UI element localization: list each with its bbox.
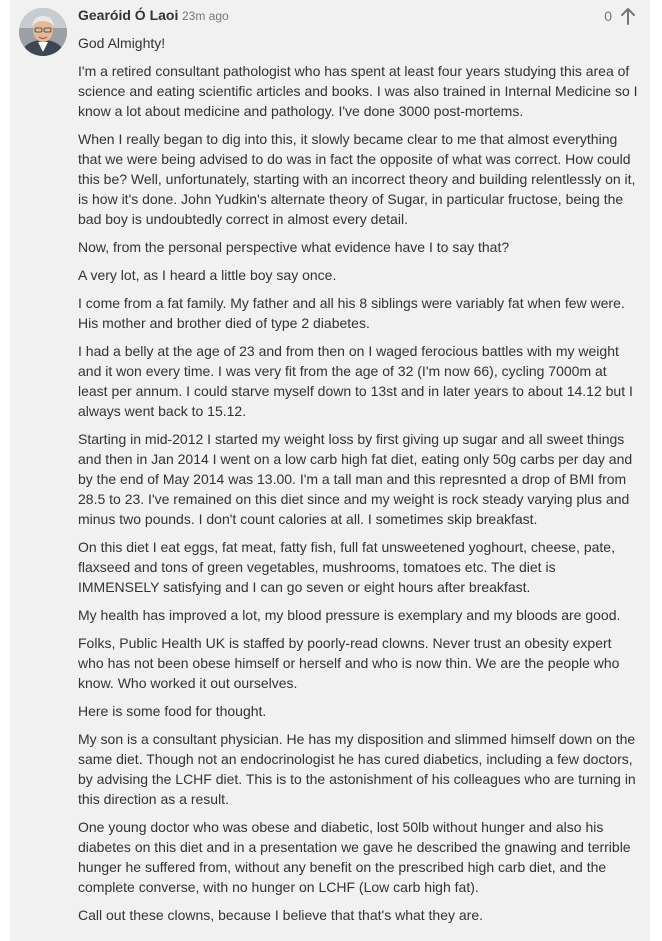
- vote-count: 0: [604, 8, 612, 24]
- comment-paragraph: On this diet I eat eggs, fat meat, fatty fish, full fat unsweetened yoghourt, cheese, pate, flaxseed and tons of green vegetables, mushrooms, tomatoes etc. The diet is IMMENSELY satisfying and I can go seven or eight hours after breakfast.: [78, 539, 615, 595]
- comment-paragraph: Call out these clowns, because I believe that that's what they are.: [78, 907, 484, 923]
- comment-paragraph: God Almighty!: [78, 35, 166, 51]
- timestamp: 23m ago: [182, 9, 229, 23]
- comment-paragraph: I'm a retired consultant pathologist who has spent at least four years studying this area of science and eating scientific articles and books. I was also trained in Internal Medicine so I know a lot about medicine and pathology. I've done 3000 post-mortems.: [78, 63, 638, 119]
- comment-paragraph: My health has improved a lot, my blood pressure is exemplary and my bloods are good.: [78, 607, 621, 623]
- comment-paragraph: My son is a consultant physician. He has my disposition and slimmed himself down on the same diet. Though not an endocrinologist he has cured diabetics, including a few doctors, by advising the LCHF diet. This is to the astonishment of his colleagues who are turning in this direction as a result.: [78, 731, 636, 807]
- comment-paragraph: Starting in mid-2012 I started my weight loss by first giving up sugar and all sweet things and then in Jan 2014 I went on a low carb high fat diet, eating only 50g carbs per day and by the end of May 2014 was 13.00. I'm a tall man and this represnted a drop of BMI from 28.5 to 23. I've remained on this diet since and my weight is rock steady varying plus and minus two pounds. I don't count calories at all. I sometimes skip breakfast.: [78, 431, 633, 527]
- author-name[interactable]: Gearóid Ó Laoi: [78, 7, 179, 23]
- comment-paragraph: I come from a fat family. My father and all his 8 siblings were variably fat when few were. His mother and brother died of type 2 diabetes.: [78, 295, 625, 331]
- avatar[interactable]: [19, 8, 67, 56]
- comment-paragraph: One young doctor who was obese and diabetic, lost 50lb without hunger and also his diabetes on this diet and in a presentation we gave he described the gnawing and terrible hunger he suffered from, without any benefit on the prescribed high carb diet, and the complete converse, with no hunger on LCHF (Low carb high fat).: [78, 819, 631, 895]
- comment-paragraph: Here is some food for thought.: [78, 703, 267, 719]
- arrow-up-icon[interactable]: [620, 7, 636, 25]
- comment-paragraph: A very lot, as I heard a little boy say once.: [78, 267, 337, 283]
- comment-paragraph: Now, from the personal perspective what evidence have I to say that?: [78, 239, 510, 255]
- comment-card: [10, 0, 650, 941]
- comment-paragraph: Folks, Public Health UK is staffed by poorly-read clowns. Never trust an obesity expert who has not been obese himself or herself and who is now thin. We are the people who know. Who worked it out ourselves.: [78, 635, 620, 691]
- comment-paragraph: I had a belly at the age of 23 and from then on I waged ferocious battles with my weight and it won every time. I was very fit from the age of 32 (I'm now 66), cycling 7000m at least per annum. I could starve myself down to 13st and in later years to about 14.12 but I always went back to 15.12.: [78, 343, 633, 419]
- user-photo-avatar-icon: [19, 8, 67, 56]
- comment-header: [78, 7, 638, 29]
- vote-area: [604, 7, 636, 25]
- comment-body: [78, 33, 640, 933]
- comment-paragraph: When I really began to dig into this, it slowly became clear to me that almost everything that we were being advised to do was in fact the opposite of what was correct. How could this be? Well, unfortunately, starting with an incorrect theory and building relentlessly on it, is how it's done. John Yudkin's alternate theory of Sugar, in particular fructose, being the bad boy is undoubtedly correct in almost every detail.: [78, 131, 636, 227]
